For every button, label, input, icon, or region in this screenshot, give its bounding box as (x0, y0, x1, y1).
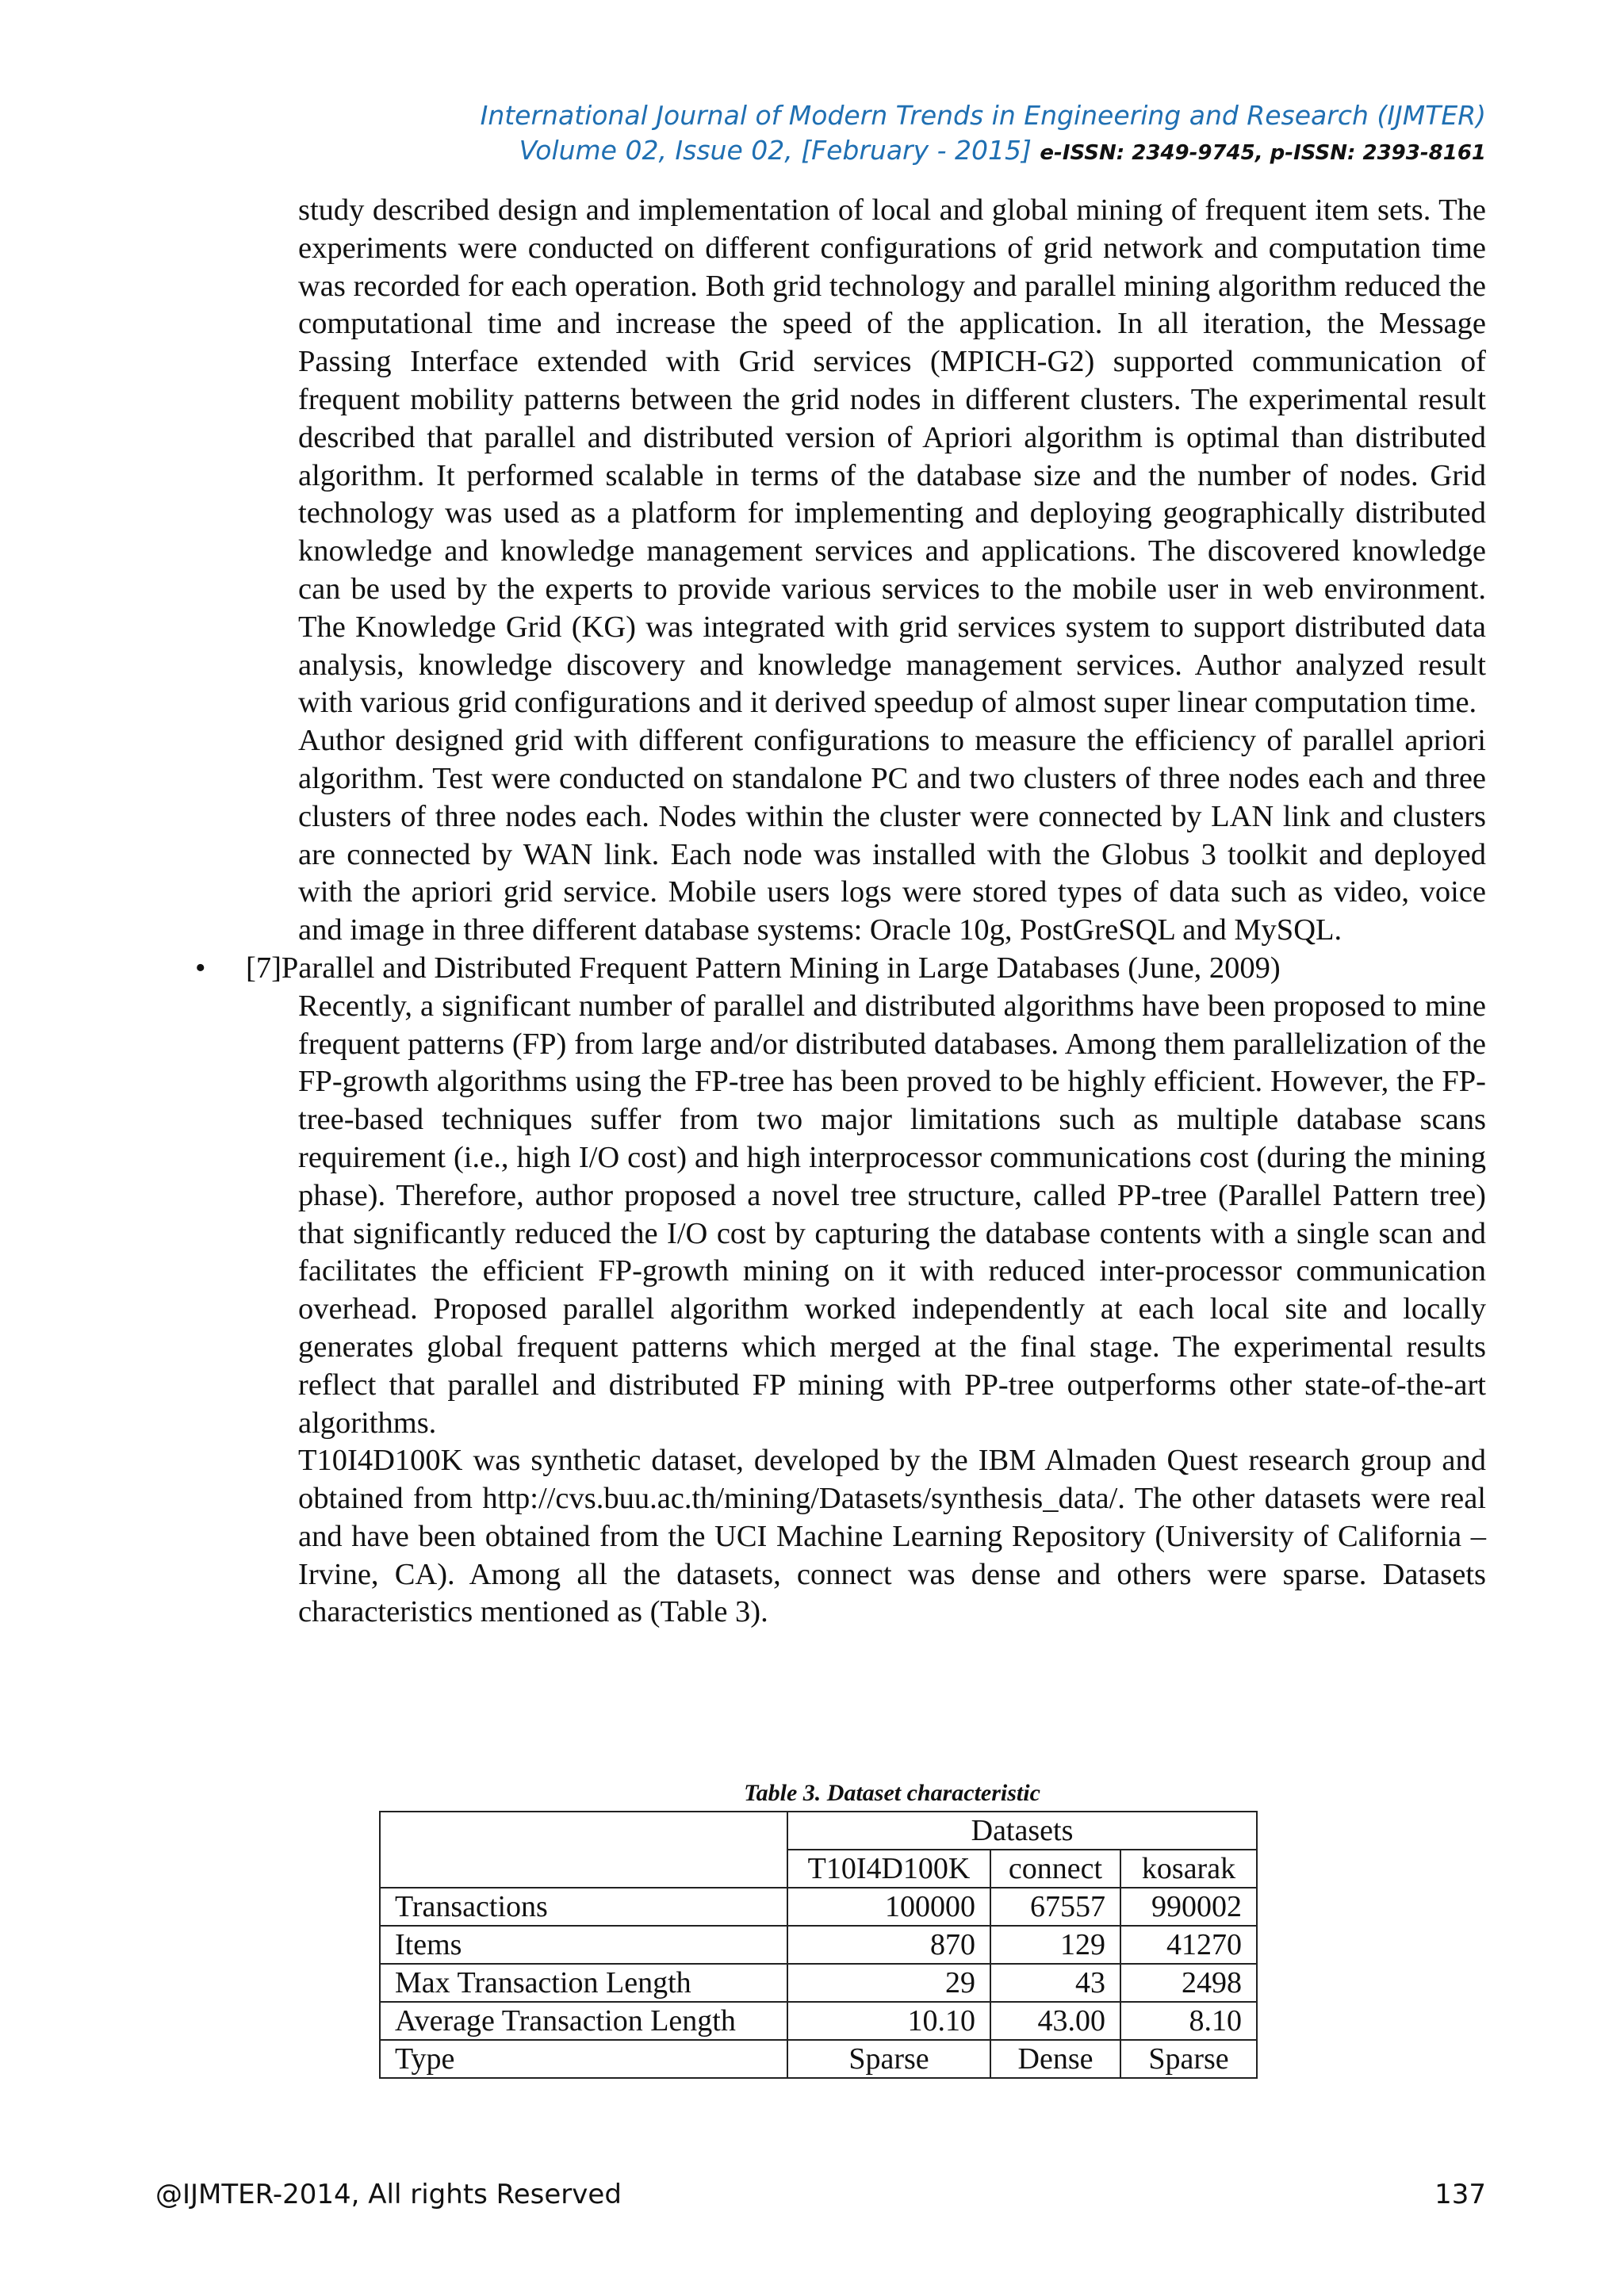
table-row (380, 1888, 1257, 1926)
table-cell: 8.10 (1120, 2002, 1257, 2040)
article-body (195, 192, 1486, 1632)
journal-volume-line (481, 133, 1486, 170)
table-cell: 41270 (1120, 1926, 1257, 1964)
journal-title: International Journal of Modern Trends in Engineering and Research (IJMTER) (480, 100, 1486, 131)
table-cell: 10.10 (787, 2002, 990, 2040)
column-header: T10I4D100K (787, 1850, 990, 1888)
bullet-item (195, 950, 1486, 988)
table-cell: 43.00 (990, 2002, 1120, 2040)
footer-copyright: @IJMTER-2014, All rights Reserved (155, 2179, 622, 2210)
table-row (380, 2040, 1257, 2078)
table-row (380, 2002, 1257, 2040)
paragraph-4: T10I4D100K was synthetic dataset, developed by the IBM Almaden Quest research group and obtained from http://cvs.buu.ac.th/mining/Datasets/synthesis_data/. The other datasets were real and have been obtained from the UCI Machine Learning Repository (University of California – Irvine, CA). Among all the datasets, connect was dense and others were sparse. Datasets characteristics mentioned as (Table 3). (298, 1444, 1486, 1629)
table-cell: 67557 (990, 1888, 1120, 1926)
column-header: connect (990, 1850, 1120, 1888)
row-label: Transactions (380, 1888, 787, 1926)
row-label: Items (380, 1926, 787, 1964)
table-group-header: Datasets (787, 1812, 1257, 1850)
table-cell: 43 (990, 1964, 1120, 2002)
table-cell: Sparse (787, 2040, 990, 2078)
dataset-table (379, 1811, 1258, 2079)
table-row (380, 1926, 1257, 1964)
journal-volume: Volume 02, Issue 02, [February - 2015] (519, 135, 1032, 166)
column-header: kosarak (1120, 1850, 1257, 1888)
journal-header (481, 98, 1486, 170)
journal-issn: e-ISSN: 2349-9745, p-ISSN: 2393-8161 (1040, 141, 1486, 165)
footer-page-number: 137 (1434, 2179, 1486, 2210)
table-cell: 29 (787, 1964, 990, 2002)
row-label: Max Transaction Length (380, 1964, 787, 2002)
row-label: Average Transaction Length (380, 2002, 787, 2040)
table-caption: Table 3. Dataset characteristic (744, 1780, 1040, 1806)
row-label: Type (380, 2040, 787, 2078)
table-cell: 870 (787, 1926, 990, 1964)
paragraph-3: Recently, a significant number of parallel and distributed algorithms have been proposed to mine frequent patterns (FP) from large and/or distributed databases. Among them parallelization of the FP-growth algorithms using the FP-tree has been proved to be highly efficient. However, the FP-tree-based techniques suffer from two major limitations such as multiple database scans requirement (i.e., high I/O cost) and high interprocessor communications cost (during the mining phase). Therefore, author proposed a novel tree structure, called PP-tree (Parallel Pattern tree) that significantly reduced the I/O cost by capturing the database contents with a single scan and facilitates the efficient FP-growth mining on it with reduced inter-processor communication overhead. Proposed parallel algorithm worked independently at each local site and locally generates global frequent patterns which merged at the final stage. The experimental results reflect that parallel and distributed FP mining with PP-tree outperforms other state-of-the-art algorithms. (298, 989, 1486, 1440)
table-cell: Sparse (1120, 2040, 1257, 2078)
table-cell: 129 (990, 1926, 1120, 1964)
table-cell: Dense (990, 2040, 1120, 2078)
table-header-row (380, 1812, 1257, 1850)
bullet-heading: [7]Parallel and Distributed Frequent Pattern Mining in Large Databases (June, 2009) (246, 951, 1281, 985)
table-row (380, 1964, 1257, 2002)
paragraph-1: study described design and implementation of local and global mining of frequent item sets. The experiments were conducted on different configurations of grid network and computation time was recorded for each operation. Both grid technology and parallel mining algorithm reduced the computational time and increase the speed of the application. In all iteration, the Message Passing Interface extended with Grid services (MPICH-G2) supported communication of frequent mobility patterns between the grid nodes in different clusters. The experimental result described that parallel and distributed version of Apriori algorithm is optimal than distributed algorithm. It performed scalable in terms of the database size and the number of nodes. Grid technology was used as a platform for implementing and deploying geographically distributed knowledge and knowledge management services and applications. The discovered knowledge can be used by the experts to provide various services to the mobile user in web environment. The Knowledge Grid (KG) was integrated with grid services system to support distributed data analysis, knowledge discovery and knowledge management services. Author analyzed result with various grid configurations and it derived speedup of almost super linear computation time. (298, 193, 1486, 720)
table-cell: 990002 (1120, 1888, 1257, 1926)
bullet-dot-icon: • (195, 951, 206, 985)
paragraph-2: Author designed grid with different configurations to measure the efficiency of parallel apriori algorithm. Test were conducted on standalone PC and two clusters of three nodes each and three clusters of three nodes each. Nodes within the cluster were connected by LAN link and clusters are connected by WAN link. Each node was installed with the Globus 3 toolkit and deployed with the apriori grid service. Mobile users logs were stored types of data such as video, voice and image in three different database systems: Oracle 10g, PostGreSQL and MySQL. (298, 724, 1486, 947)
table-corner-cell (380, 1812, 787, 1888)
table-cell: 100000 (787, 1888, 990, 1926)
table-cell: 2498 (1120, 1964, 1257, 2002)
